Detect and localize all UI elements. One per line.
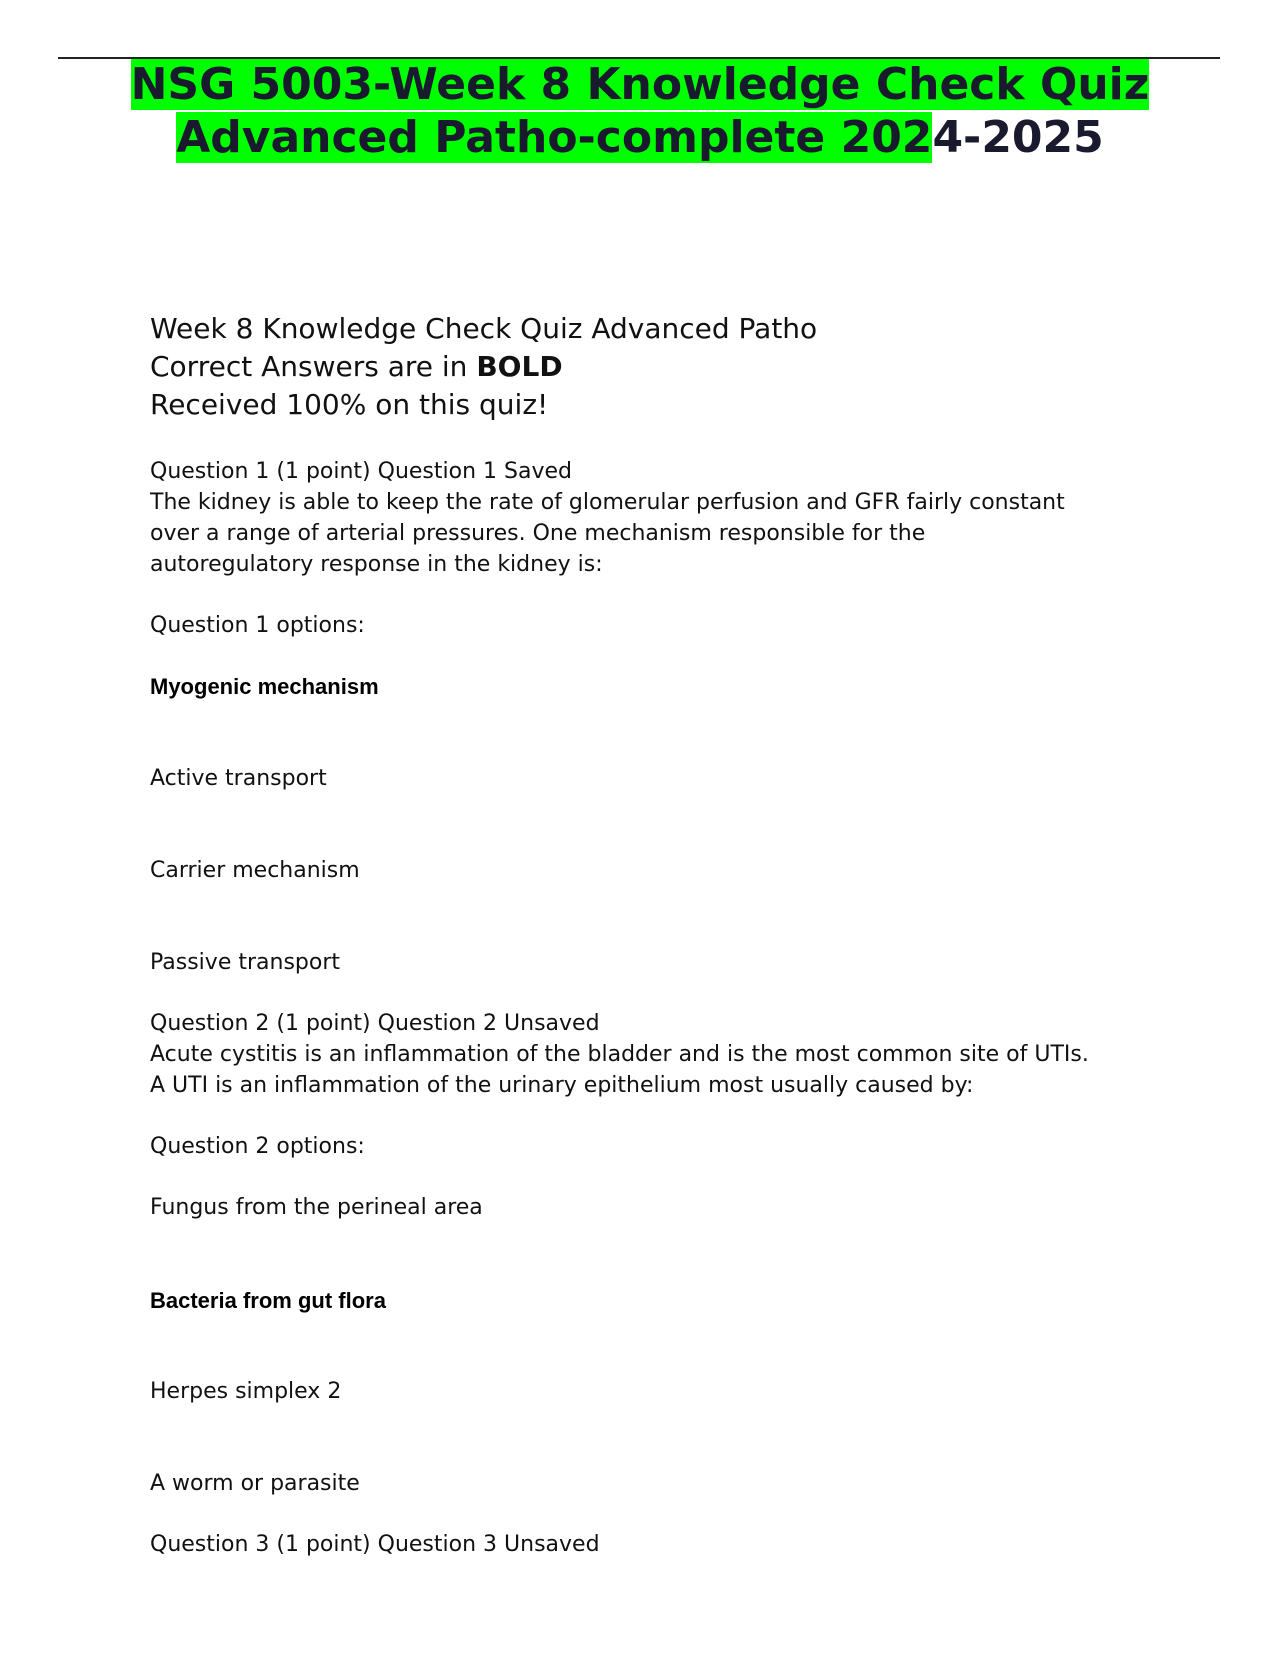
question-3-header: Question 3 (1 point) Question 3 Unsaved — [150, 1532, 600, 1557]
question-1-option-4: Passive transport — [150, 950, 340, 975]
question-2-stem-line-1: Acute cystitis is an inflammation of the bladder and is the most common site of UTIs. — [150, 1042, 1089, 1067]
question-1-options-label: Question 1 options: — [150, 613, 365, 638]
intro-note-text: Correct Answers are in — [150, 350, 477, 383]
question-2-options-label: Question 2 options: — [150, 1134, 365, 1159]
question-2-header: Question 2 (1 point) Question 2 Unsaved — [150, 1011, 600, 1036]
document-title — [100, 58, 1180, 164]
question-2-option-1: Fungus from the perineal area — [150, 1195, 483, 1220]
intro-score-note: Received 100% on this quiz! — [150, 388, 549, 421]
question-1-stem-line-2: over a range of arterial pressures. One mechanism responsible for the — [150, 521, 926, 546]
question-1-stem-line-1: The kidney is able to keep the rate of glomerular perfusion and GFR fairly constant — [150, 490, 1065, 515]
intro-bold-word: BOLD — [476, 350, 563, 383]
title-rest: 4-2025 — [932, 112, 1104, 163]
question-1-option-2: Active transport — [150, 766, 327, 791]
question-1-option-3: Carrier mechanism — [150, 858, 360, 883]
question-2-option-4: A worm or parasite — [150, 1471, 360, 1496]
question-1-header: Question 1 (1 point) Question 1 Saved — [150, 459, 572, 484]
title-highlight: NSG 5003-Week 8 Knowledge Check Quiz Advanced Patho-complete 202 — [130, 59, 1150, 163]
intro-correct-answers-note — [150, 349, 563, 385]
question-1-stem-line-3: autoregulatory response in the kidney is: — [150, 552, 603, 577]
question-2-stem-line-2: A UTI is an inflammation of the urinary epithelium most usually caused by: — [150, 1073, 974, 1098]
question-2-option-2-correct: Bacteria from gut flora — [150, 1288, 386, 1313]
question-2-option-3: Herpes simplex 2 — [150, 1379, 342, 1404]
question-1-option-1-correct: Myogenic mechanism — [150, 674, 379, 699]
intro-heading: Week 8 Knowledge Check Quiz Advanced Patho — [150, 312, 818, 345]
